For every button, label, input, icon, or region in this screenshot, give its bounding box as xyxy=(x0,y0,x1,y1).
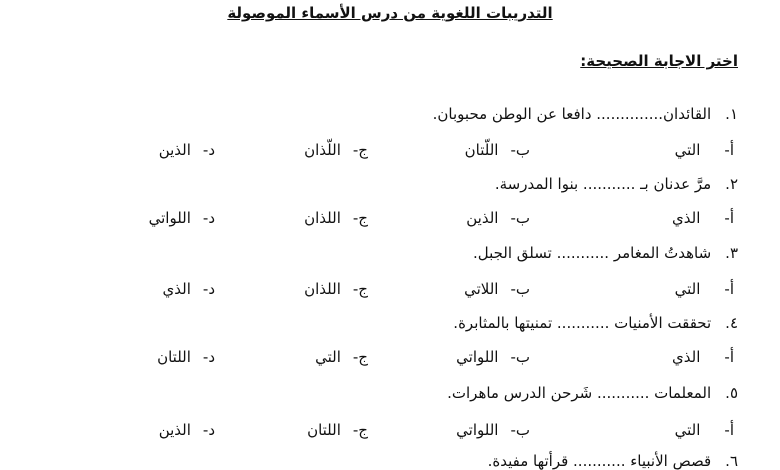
option-letter: ب- xyxy=(510,141,530,159)
option-b[interactable] xyxy=(456,348,530,366)
question-text: قصص الأنبياء ........... قرأتها مفيدة. xyxy=(487,452,712,470)
question-5 xyxy=(447,384,738,402)
question-number: ٤. xyxy=(725,314,738,332)
question-number: ٥. xyxy=(725,384,738,402)
option-a[interactable] xyxy=(675,280,734,298)
option-a[interactable] xyxy=(672,209,734,227)
option-letter: ج- xyxy=(352,141,368,159)
option-letter: ج- xyxy=(352,209,368,227)
option-text: التي xyxy=(674,141,701,159)
option-letter: أ- xyxy=(724,209,734,227)
question-text: شاهدتُ المغامر ........... تسلق الجبل. xyxy=(472,244,712,262)
option-text: اللّذان xyxy=(304,141,341,159)
option-text: التي xyxy=(315,348,341,366)
page-title: التدريبات اللغوية من درس الأسماء الموصولة xyxy=(227,4,553,22)
option-a[interactable] xyxy=(672,348,734,366)
option-c[interactable] xyxy=(315,348,368,366)
option-letter: أ- xyxy=(724,280,734,298)
option-letter: ب- xyxy=(510,209,530,227)
question-1 xyxy=(433,105,738,123)
option-text: اللّتان xyxy=(464,141,499,159)
option-letter: أ- xyxy=(724,141,734,159)
option-text: اللواتي xyxy=(456,348,499,366)
instruction-heading: اختر الاجابة الصحيحة: xyxy=(580,52,738,70)
question-text: المعلمات ........... شَرحن الدرس ماهرات. xyxy=(447,384,712,402)
option-text: الذين xyxy=(158,421,191,439)
option-b[interactable] xyxy=(456,421,530,439)
option-b[interactable] xyxy=(465,141,530,159)
options-row-3 xyxy=(0,280,780,302)
question-number: ٣. xyxy=(725,244,738,262)
option-d[interactable] xyxy=(163,280,215,298)
question-4 xyxy=(453,314,738,332)
question-6 xyxy=(488,452,738,470)
options-row-4 xyxy=(0,348,780,370)
option-c[interactable] xyxy=(307,421,368,439)
option-text: الذي xyxy=(162,280,191,298)
option-letter: أ- xyxy=(724,421,734,439)
question-text: مرَّ عدنان بـ ........... بنوا المدرسة. xyxy=(494,175,712,193)
option-text: اللواتي xyxy=(456,421,499,439)
option-d[interactable] xyxy=(157,348,215,366)
option-d[interactable] xyxy=(159,421,215,439)
option-letter: د- xyxy=(202,348,215,366)
question-number: ٢. xyxy=(725,175,738,193)
question-text: القائدان.............. دافعا عن الوطن محبوبان. xyxy=(432,105,712,123)
option-d[interactable] xyxy=(149,209,215,227)
option-text: الذي xyxy=(672,348,701,366)
question-number: ١. xyxy=(725,105,738,123)
option-letter: أ- xyxy=(724,348,734,366)
option-letter: د- xyxy=(202,421,215,439)
option-text: التي xyxy=(674,280,701,298)
option-text: اللاتي xyxy=(464,280,499,298)
option-letter: د- xyxy=(202,280,215,298)
option-d[interactable] xyxy=(159,141,215,159)
options-row-2 xyxy=(0,209,780,231)
option-letter: د- xyxy=(202,141,215,159)
question-number: ٦. xyxy=(725,452,738,470)
option-letter: ج- xyxy=(352,348,368,366)
option-letter: ب- xyxy=(510,348,530,366)
option-text: اللذان xyxy=(304,209,341,227)
option-letter: ب- xyxy=(510,421,530,439)
option-b[interactable] xyxy=(466,209,530,227)
option-text: الذين xyxy=(158,141,191,159)
options-row-5 xyxy=(0,421,780,443)
question-text: تحققت الأمنيات ........... تمنيتها بالمثابرة. xyxy=(453,314,712,332)
option-letter: ب- xyxy=(510,280,530,298)
option-b[interactable] xyxy=(464,280,530,298)
option-a[interactable] xyxy=(675,421,734,439)
option-letter: ج- xyxy=(352,421,368,439)
option-a[interactable] xyxy=(675,141,734,159)
option-text: اللتان xyxy=(157,348,191,366)
option-c[interactable] xyxy=(304,141,368,159)
question-3 xyxy=(473,244,738,262)
option-c[interactable] xyxy=(304,280,368,298)
option-text: اللذان xyxy=(304,280,341,298)
option-text: الذين xyxy=(466,209,499,227)
option-text: الذي xyxy=(672,209,701,227)
option-text: التي xyxy=(674,421,701,439)
option-text: اللواتي xyxy=(148,209,191,227)
question-2 xyxy=(495,175,738,193)
option-c[interactable] xyxy=(304,209,368,227)
option-text: اللتان xyxy=(307,421,341,439)
option-letter: ج- xyxy=(352,280,368,298)
option-letter: د- xyxy=(202,209,215,227)
options-row-1 xyxy=(0,141,780,163)
